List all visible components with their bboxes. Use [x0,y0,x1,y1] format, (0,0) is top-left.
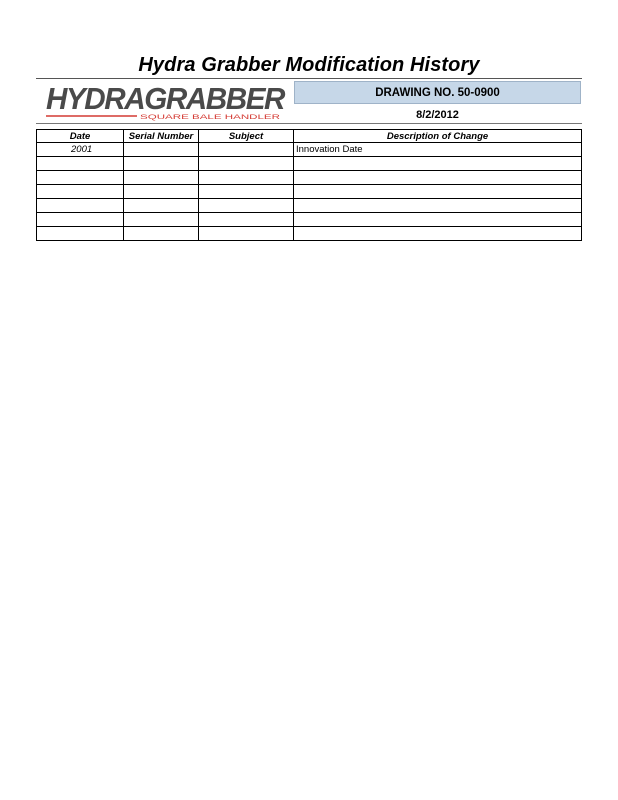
cell-subject [199,227,294,241]
table-header-row [37,130,582,143]
cell-subject [199,199,294,213]
cell-description [294,171,582,185]
header-bottom-rule [36,123,582,124]
table-row [37,157,582,171]
cell-date [37,157,124,171]
cell-serial-number [124,199,199,213]
cell-serial-number [124,171,199,185]
drawing-date: 8/2/2012 [416,109,459,121]
cell-subject [199,213,294,227]
cell-description: Innovation Date [294,143,582,157]
cell-serial-number [124,143,199,157]
table-row [37,199,582,213]
svg-text:HYDRAGRABBER: HYDRAGRABBER [46,82,287,116]
page-title: Hydra Grabber Modification History [138,54,480,76]
cell-date [37,227,124,241]
cell-description [294,157,582,171]
cell-subject [199,143,294,157]
column-header-serial-number: Serial Number [124,130,199,143]
cell-description [294,227,582,241]
table-row [37,227,582,241]
cell-date [37,185,124,199]
hydragrabber-logo [42,82,290,126]
cell-date [37,199,124,213]
cell-serial-number [124,213,199,227]
table-row [37,171,582,185]
cell-serial-number [124,227,199,241]
cell-date: 2001 [37,143,124,157]
column-header-subject: Subject [199,130,294,143]
cell-date [37,213,124,227]
column-header-description: Description of Change [294,130,582,143]
table-row [37,213,582,227]
svg-text:SQUARE BALE HANDLER: SQUARE BALE HANDLER [140,114,281,121]
cell-date [37,171,124,185]
cell-serial-number [124,157,199,171]
table-row [37,185,582,199]
cell-subject [199,185,294,199]
cell-subject [199,157,294,171]
cell-description [294,213,582,227]
header-top-rule [36,78,582,79]
cell-serial-number [124,185,199,199]
modification-table [36,129,582,241]
cell-description [294,185,582,199]
cell-subject [199,171,294,185]
column-header-date: Date [37,130,124,143]
cell-description [294,199,582,213]
table-row [37,143,582,157]
drawing-number-box: DRAWING NO. 50-0900 [294,81,581,104]
